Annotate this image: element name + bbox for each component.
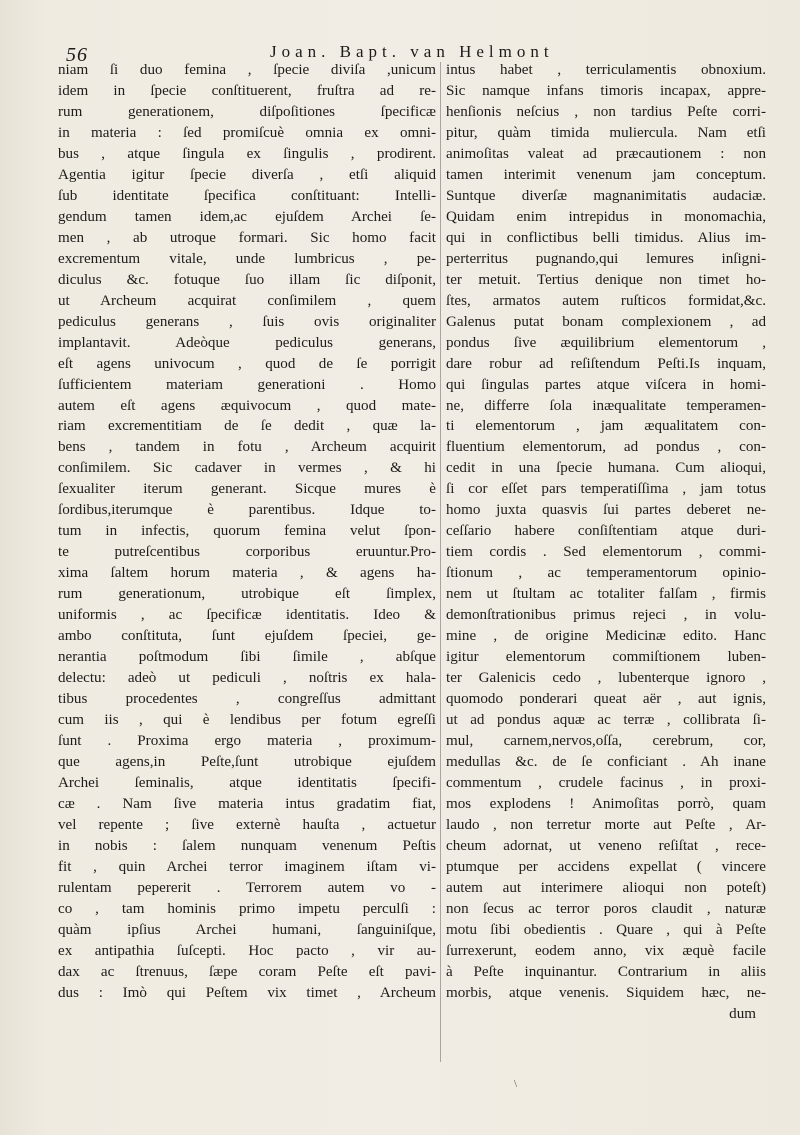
running-head: Joan. Bapt. van Helmont [270,42,554,61]
text-line: pediculus generans , ſuis ovis originaliter [58,313,436,330]
page-number: 56 [66,44,88,66]
text-line: morbis, atque venenis. Siquidem hæc, ne- [446,984,766,1001]
text-line: qui in conflictibus belli timidus. Alius im- [446,229,766,246]
text-line: Archei ſeminalis, atque identitatis ſpecifi- [58,774,436,791]
text-line: ſufficientem materiam generationi . Homo [58,376,436,393]
text-line: nerantia poſtmodum ſibi ſimile , abſque [58,649,436,666]
text-line: fluentium elementorum, ad pondus , con- [446,439,766,456]
text-line: eſt agens univocum , quod de ſe porrigit [58,355,436,372]
text-line: Suntque diverſæ magnanimitatis audaciæ. [446,187,766,204]
text-line: autem eſt agens æquivocum , quod mate- [58,397,436,414]
text-line: ſi cor eſſet pars temperatiſſima , jam totus [446,481,766,498]
column-rule [440,62,441,1062]
text-line: ceſſario habere conſiſtentiam atque duri- [446,523,766,540]
text-line: men , ab utroque formari. Sic homo facit [58,229,436,246]
text-line: ſordibus,iterumque è parentibus. Idque to- [58,502,436,519]
text-line: co , tam hominis primo impetu perculſi : [58,900,436,917]
text-line: ut ad pondus aquæ ac terræ , collibrata ſi- [446,712,766,729]
text-line: igitur elementorum commiſtionem luben- [446,649,766,666]
text-line: ſexualiter iterum generant. Sicque mures è [58,481,436,498]
text-line: medullas &c. de ſe conficiant . Ah inane [446,753,766,770]
text-line: ſtionum , ac temperamentorum opinio- [446,565,766,582]
text-line: animoſitas valeat ad præcautionem : non [446,145,766,162]
text-line: tiem cordis . Sed elementorum , commi- [446,544,766,561]
text-line: idem in ſpecie conſtituerent, fruſtra ad re- [58,82,436,99]
text-line: quàm ipſius Archei humani, ſanguiniſque, [58,921,436,938]
text-line: Quidam enim intrepidus in monomachia, [446,208,766,225]
text-line: vel repente ; ſive externè hauſta , actuetur [58,816,436,833]
text-line: mos explodens ! Animoſitas porrò, quam [446,795,766,812]
text-line: in nobis : ſalem nunquam venenum Peſtis [58,837,436,854]
text-line: rum generationem, diſpoſitiones ſpecificæ [58,103,436,120]
text-line: conſimilem. Sic cadaver in vermes , & hi [58,460,436,477]
text-line: tum in infectis, quorum femina velut ſpon- [58,523,436,540]
text-line: niam ſi duo femina , ſpecie diviſa ,unicum [58,62,436,78]
text-line: commentum , crudele facinus , in proxi- [446,774,766,791]
text-line: fit , quin Archei terror imaginem iſtam vi- [58,858,436,875]
text-line: que agens,in Peſte,ſunt utrobique ejuſdem [58,753,436,770]
text-line: rulentam pepererit . Terrorem autem vo - [58,879,436,896]
text-line: dare robur ad reſiſtendum Peſti.Is inquam, [446,355,766,372]
text-line: te putreſcentibus corporibus eruuntur.Pro- [58,544,436,561]
text-line: perterritus pugnando,qui lemures inſigni- [446,250,766,267]
text-line: cheum adornat, ut veneno reſiſtat , rece- [446,837,766,854]
text-line: ne, differre ſola inæqualitate temperamen- [446,397,766,414]
text-line: ſunt . Proxima ergo materia , proximum- [58,733,436,749]
text-line: ex antipathia ſuſcepti. Hoc pacto , vir au- [58,942,436,959]
text-line: autem aut interimere alioqui non poteſt) [446,879,766,896]
text-line: Agentia igitur ſpecie diverſa , etſi aliquid [58,166,436,183]
text-line: ambo conſtituta, ſunt ejuſdem ſpeciei, ge- [58,628,436,645]
text-line: nem ut ſtultam ac totaliter falſam , firmis [446,586,766,603]
text-line: cedit in una ſpecie humana. Cum alioqui, [446,460,766,477]
text-line: rum generationum, utrobique eſt ſimplex, [58,586,436,603]
text-line: bens , tandem in fotu , Archeum acquirit [58,439,436,456]
text-line: ter Galenicis cedo , lubenterque ignoro , [446,670,766,687]
text-line: à Peſte inquinantur. Contrarium in aliis [446,963,766,980]
text-line: demonſtrationibus primus rejeci , in volu- [446,607,766,624]
text-line: dus : Imò qui Peſtem vix timet , Archeum [58,984,436,1001]
text-line: Galenus putat bonam complexionem , ad [446,313,766,330]
text-line: pitur, quàm timida muliercula. Nam etſi [446,124,766,141]
text-line: qui ſingulas partes atque viſcera in homi- [446,376,766,393]
text-line: non ſecus ac terror poros claudit , naturæ [446,900,766,917]
text-line: mine , de origine Medicinæ edito. Hanc [446,628,766,645]
text-line: ſurrexerunt, eodem anno, vix æquè facile [446,942,766,959]
text-line: pondus ſive æquilibrium elementorum , [446,334,766,351]
text-line: henſionis neſcius , non tardius Peſte corri- [446,103,766,120]
text-line: delectu: adeò ut pediculi , noſtris ex hala- [58,670,436,687]
text-line: riam excrementitiam de ſe dedit , quæ la- [58,418,436,435]
text-line: ter metuit. Tertius denique non timet ho- [446,271,766,288]
text-line: intus habet , terriculamentis obnoxium. [446,62,766,78]
text-line: tamen interimit venenum jam conceptum. [446,166,766,183]
text-line: motu ſibi obedientis . Quare , qui à Peſte [446,921,766,938]
text-line: xima ſaltem horum materia , & agens ha- [58,565,436,582]
text-line: gendum tamen idem,ac ejuſdem Archei ſe- [58,208,436,225]
text-line: in materia : ſed promiſcuè omnia ex omni- [58,124,436,141]
text-line: dax ac ſtrenuus, ſæpe coram Peſte eſt pavi- [58,963,436,980]
text-line: ut Archeum acquirat conſimilem , quem [58,292,436,309]
text-line: ti elementorum , jam æqualitatem con- [446,418,766,435]
text-line: implantavit. Adeòque pediculus generans, [58,334,436,351]
text-line: excrementum vitale, unde lumbricus , pe- [58,250,436,267]
catchword: dum [729,1005,756,1022]
text-line: homo juxta quasvis ſui partes deberet ne- [446,502,766,519]
text-line: quomodo ponderari queat aër , aut ignis, [446,691,766,708]
stray-mark: \ [514,1078,518,1090]
text-line: bus , atque ſingula ex ſingulis , prodirent. [58,145,436,162]
right-column [446,60,766,1025]
text-line: diculus &c. fotuque ſuo illam ſic diſponit, [58,271,436,288]
text-line: mul, carnem,nervos,oſſa, cerebrum, cor, [446,733,766,749]
text-line: tibus procedentes , congreſſus admittant [58,691,436,708]
text-line: ſtes, armatos autem ruſticos formidat,&c. [446,292,766,309]
text-line: laudo , non terretur morte aut Peſte , Ar- [446,816,766,833]
text-line: ſub identitate ſpecifica conſtituant: Intelli- [58,187,436,204]
text-line: ptumque per accidens expellat ( vincere [446,858,766,875]
text-line: Sic namque infans timoris incapax, appre- [446,82,766,99]
text-line: cæ . Nam ſive materia intus gradatim fiat, [58,795,436,812]
text-line: uniformis , ac ſpecificæ identitatis. Ideo & [58,607,436,624]
text-line: cum iis , qui è lendibus per fotum egreſſi [58,712,436,729]
left-column [58,60,436,1004]
